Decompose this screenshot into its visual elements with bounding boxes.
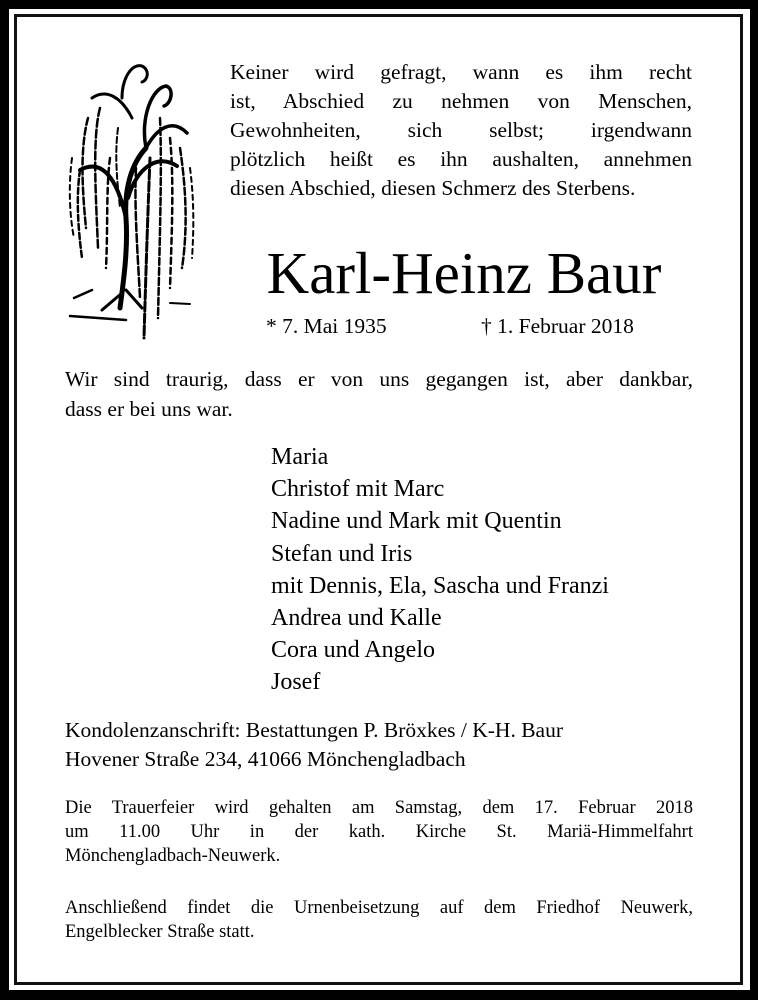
family-member: Stefan und Iris — [271, 540, 413, 567]
service-line: Die Trauerfeier wird gehalten am Samstag, dem 17. Februar 2018 — [65, 798, 693, 818]
family-member: Christof mit Marc — [271, 476, 445, 503]
intro-text — [65, 364, 693, 424]
poem-line: Keiner wird gefragt, wann es ihm recht — [230, 60, 692, 84]
burial-line: Engelblecker Straße statt. — [65, 922, 255, 942]
family-member: Nadine und Mark mit Quentin — [271, 508, 562, 535]
poem-line: diesen Abschied, diesen Schmerz des Sterbens. — [230, 176, 636, 200]
burial-line: Anschließend findet die Urnenbeisetzung auf dem Friedhof Neuwerk, — [65, 898, 693, 918]
intro-line: dass er bei uns war. — [65, 397, 233, 421]
family-member: Andrea und Kalle — [271, 605, 442, 632]
poem-text — [230, 58, 692, 203]
service-notice — [65, 796, 693, 868]
poem-line: ist, Abschied zu nehmen von Menschen, — [230, 89, 692, 113]
family-member: mit Dennis, Ela, Sascha und Franzi — [271, 572, 609, 599]
deceased-name: Karl-Heinz Baur — [266, 240, 662, 306]
condolence-address — [65, 716, 563, 773]
family-member: Maria — [271, 444, 329, 470]
poem-line: Gewohnheiten, sich selbst; irgendwann — [230, 118, 692, 142]
family-list — [271, 441, 609, 699]
poem-line: plötzlich heißt es ihn aushalten, annehmen — [230, 147, 692, 171]
family-member: Josef — [271, 669, 321, 696]
death-date: † 1. Februar 2018 — [481, 314, 634, 338]
intro-line: Wir sind traurig, dass er von uns gegangen ist, aber dankbar, — [65, 367, 693, 391]
condolence-line: Kondolenzanschrift: Bestattungen P. Bröxkes / K-H. Baur — [65, 718, 563, 742]
family-member: Cora und Angelo — [271, 637, 435, 664]
condolence-line: Hovener Straße 234, 41066 Mönchengladbach — [65, 746, 466, 771]
service-line: um 11.00 Uhr in der kath. Kirche St. Mariä-Himmelfahrt — [65, 822, 693, 842]
birth-date: * 7. Mai 1935 — [266, 314, 387, 338]
burial-notice — [65, 896, 693, 944]
service-line: Mönchengladbach-Neuwerk. — [65, 846, 281, 866]
